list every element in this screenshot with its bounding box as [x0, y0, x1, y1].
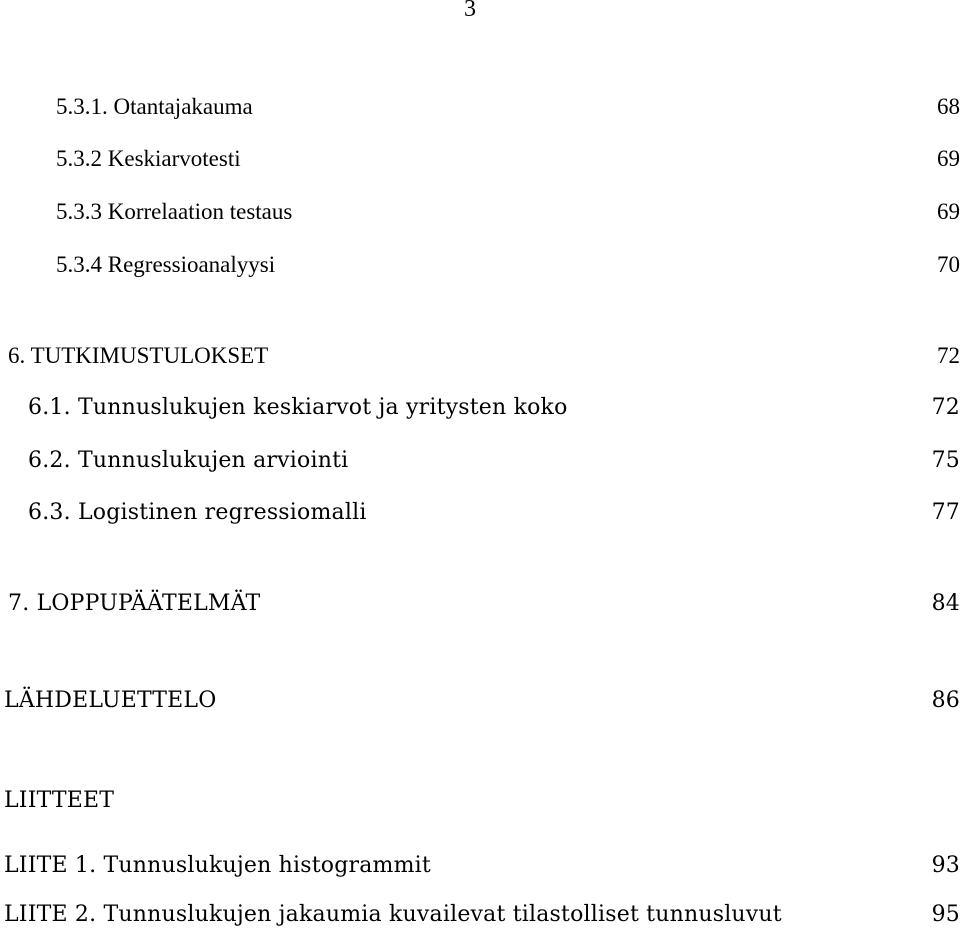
toc-entry-page: 77 [931, 500, 960, 525]
toc-entry-page: 86 [931, 688, 960, 713]
toc-entry-label: 7. LOPPUPÄÄTELMÄT [8, 591, 261, 616]
toc-entry-label: 5.3.3 Korrelaation testaus [56, 199, 293, 224]
toc-entry-page: 75 [931, 448, 960, 473]
toc-entry-label: 5.3.4 Regressioanalyysi [56, 252, 276, 277]
toc-entry-label: 5.3.1. Otantajakauma [56, 94, 253, 119]
toc-entry-5-3-2[interactable] [0, 146, 960, 182]
toc-entry-page: 93 [931, 853, 960, 878]
toc-entry-label: LIITE 2. Tunnuslukujen jakaumia kuvailevat tilastolliset tunnusluvut [4, 902, 782, 927]
toc-entry-appendices[interactable] [0, 788, 960, 824]
toc-entry-7[interactable] [0, 591, 960, 627]
toc-entry-page: 70 [937, 252, 960, 277]
toc-entry-label: 6.3. Logistinen regressiomalli [28, 500, 367, 525]
toc-entry-label: 5.3.2 Keskiarvotesti [56, 146, 241, 171]
toc-entry-page: 72 [937, 343, 960, 368]
toc-entry-5-3-1[interactable] [0, 94, 960, 130]
toc-entry-page: 69 [937, 199, 960, 224]
toc-entry-page: 95 [931, 902, 960, 927]
toc-entry-label: 6.1. Tunnuslukujen keskiarvot ja yritysten koko [28, 395, 568, 420]
toc-entry-6-1[interactable] [0, 395, 960, 431]
toc-entry-label: 6. TUTKIMUSTULOKSET [8, 343, 269, 368]
toc-entry-6-2[interactable] [0, 448, 960, 484]
toc-entry-label: LÄHDELUETTELO [4, 688, 217, 713]
toc-entry-label: LIITE 1. Tunnuslukujen histogrammit [4, 853, 431, 878]
toc-entry-page: 72 [931, 395, 960, 420]
toc-entry-label: 6.2. Tunnuslukujen arviointi [28, 448, 349, 473]
toc-entry-6[interactable] [0, 343, 960, 379]
toc-entry-5-3-3[interactable] [0, 199, 960, 235]
toc-entry-page: 68 [937, 94, 960, 119]
toc-entry-references[interactable] [0, 688, 960, 724]
toc-entry-appendix-1[interactable] [0, 853, 960, 889]
toc-entry-page: 69 [937, 146, 960, 171]
toc-entry-5-3-4[interactable] [0, 252, 960, 288]
toc-entry-page: 84 [931, 591, 960, 616]
toc-entry-appendix-2[interactable] [0, 902, 960, 938]
toc-entry-6-3[interactable] [0, 500, 960, 536]
toc-entry-label: LIITTEET [4, 788, 115, 813]
page-number: 3 [464, 0, 476, 22]
